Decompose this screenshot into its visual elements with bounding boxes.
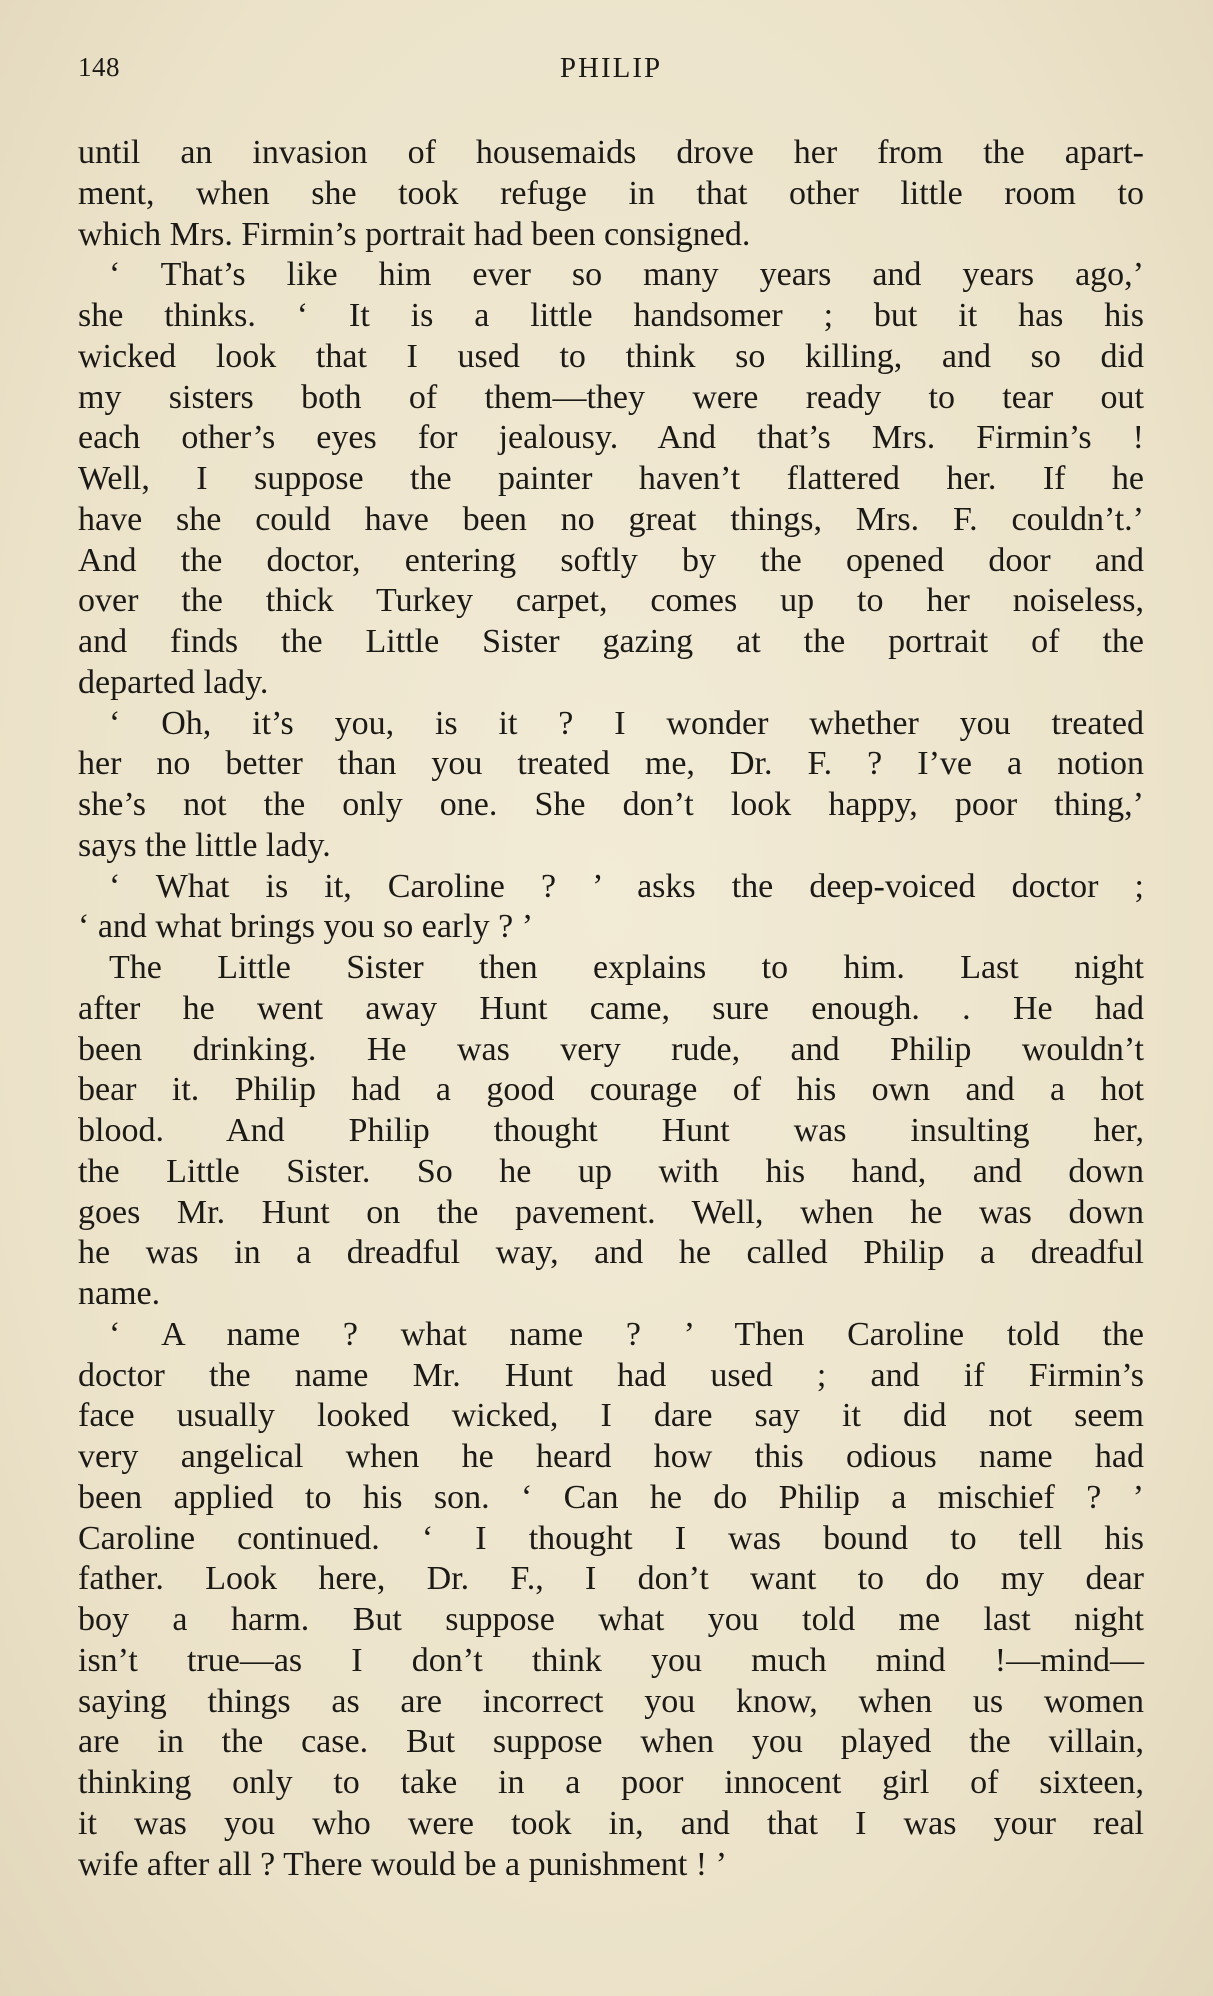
text-line: she thinks. ‘ It is a little handsomer ; but it has his	[78, 297, 1144, 334]
text-line: goes Mr. Hunt on the pavement. Well, when he was down	[78, 1193, 1144, 1231]
text-line: ‘ Oh, it’s you, is it ? I wonder whether you treated	[109, 704, 1144, 742]
text-line: father. Look here, Dr. F., I don’t want to do my dear	[78, 1560, 1144, 1598]
text-line: name.	[78, 1275, 161, 1312]
text-line: saying things as are incorrect you know, when us women	[78, 1682, 1144, 1720]
text-line: have she could have been no great things, Mrs. F. couldn’t.’	[78, 500, 1144, 538]
text-line: thinking only to take in a poor innocent girl of sixteen,	[78, 1764, 1144, 1801]
text-line: doctor the name Mr. Hunt had used ; and if Firmin’s	[78, 1356, 1144, 1394]
text-line: The Little Sister then explains to him. Last night	[109, 949, 1144, 986]
text-line: ment, when she took refuge in that other little room to	[78, 174, 1144, 212]
text-line: been applied to his son. ‘ Can he do Philip a mischief ? ’	[78, 1478, 1144, 1516]
running-head	[78, 52, 1144, 92]
text-line: very angelical when he heard how this odious name had	[78, 1438, 1144, 1475]
text-line: isn’t true—as I don’t think you much mind !—mind—	[78, 1641, 1144, 1679]
text-line: he was in a dreadful way, and he called Philip a dreadful	[78, 1234, 1144, 1272]
page-number: 148	[78, 52, 120, 82]
text-line: each other’s eyes for jealousy. And that’s Mrs. Firmin’s !	[78, 419, 1144, 457]
text-line: says the little lady.	[78, 826, 331, 864]
text-line: until an invasion of housemaids drove her from the apart-	[78, 134, 1144, 171]
text-line: blood. And Philip thought Hunt was insulting her,	[78, 1112, 1144, 1149]
text-line: after he went away Hunt came, sure enough. . He had	[78, 989, 1144, 1027]
text-line: ‘ A name ? what name ? ’ Then Caroline told the	[109, 1315, 1144, 1353]
text-line: been drinking. He was very rude, and Philip wouldn’t	[78, 1030, 1144, 1068]
text-line: departed lady.	[78, 663, 269, 701]
text-line: and finds the Little Sister gazing at the portrait of the	[78, 623, 1144, 660]
body-text	[78, 133, 1144, 1885]
text-line: face usually looked wicked, I dare say it did not seem	[78, 1397, 1144, 1435]
text-line: ‘ and what brings you so early ? ’	[78, 908, 534, 946]
text-line: my sisters both of them—they were ready to tear out	[78, 378, 1144, 416]
text-line: Caroline continued. ‘ I thought I was bound to tell his	[78, 1519, 1144, 1557]
text-line: bear it. Philip had a good courage of his own and a hot	[78, 1071, 1144, 1109]
text-line: wicked look that I used to think so killing, and so did	[78, 337, 1144, 375]
text-line: And the doctor, entering softly by the opened door and	[78, 541, 1144, 579]
text-line: she’s not the only one. She don’t look happy, poor thing,’	[78, 786, 1144, 823]
text-line: are in the case. But suppose when you played the villain,	[78, 1723, 1144, 1761]
text-line: ‘ What is it, Caroline ? ’ asks the deep-voiced doctor ;	[109, 867, 1144, 905]
text-line: it was you who were took in, and that I was your real	[78, 1804, 1144, 1842]
text-line: the Little Sister. So he up with his hand, and down	[78, 1152, 1144, 1190]
text-line: Well, I suppose the painter haven’t flattered her. If he	[78, 460, 1144, 497]
text-line: over the thick Turkey carpet, comes up to her noiseless,	[78, 582, 1144, 620]
text-line: ‘ That’s like him ever so many years and years ago,’	[109, 256, 1144, 294]
running-title: PHILIP	[559, 52, 663, 84]
text-line: which Mrs. Firmin’s portrait had been consigned.	[78, 215, 751, 253]
text-line: boy a harm. But suppose what you told me last night	[78, 1601, 1144, 1638]
text-line: wife after all ? There would be a punishment ! ’	[78, 1845, 727, 1883]
text-line: her no better than you treated me, Dr. F. ? I’ve a notion	[78, 745, 1144, 783]
